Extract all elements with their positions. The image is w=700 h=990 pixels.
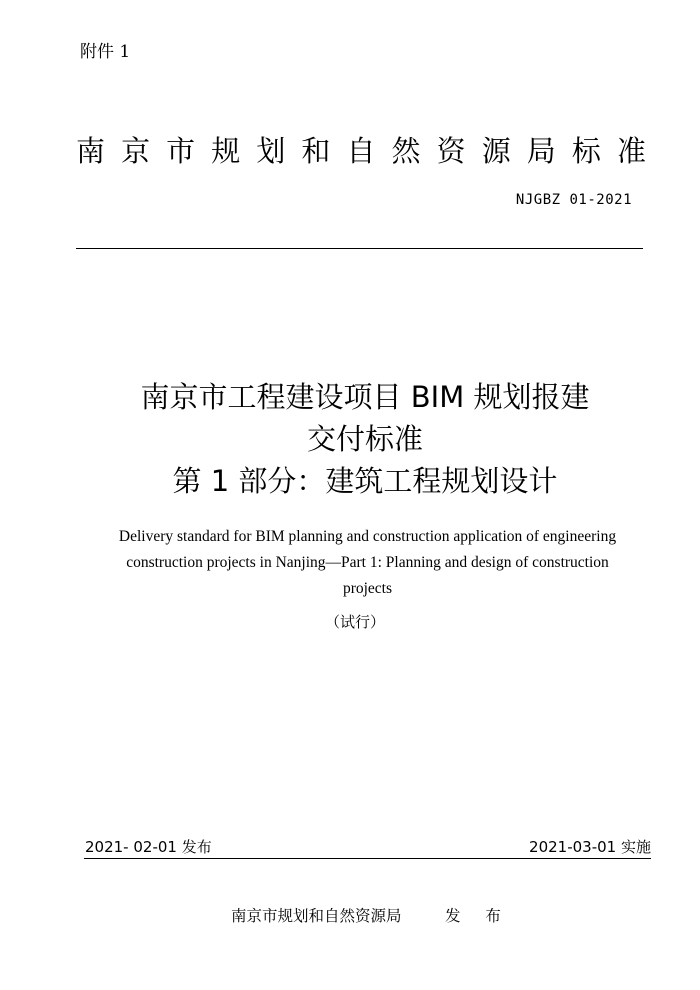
implementation-date: 2021-03-01 实施 — [529, 838, 651, 856]
publish-label: 发 布 — [445, 907, 511, 925]
issue-date: 2021- 02-01 发布 — [85, 838, 212, 856]
heading-char: 南 — [76, 134, 106, 168]
heading-char: 源 — [481, 134, 511, 168]
title-line-2: 交付标准 — [306, 422, 423, 456]
heading-char: 标 — [571, 134, 601, 168]
heading-char: 京 — [121, 134, 151, 168]
document-title — [60, 376, 670, 502]
heading-char: 市 — [166, 134, 196, 168]
standard-number: NJGBZ 01-2021 — [515, 192, 632, 208]
english-title — [90, 524, 645, 602]
publisher-name: 南京市规划和自然资源局 — [231, 907, 402, 925]
heading-char: 然 — [391, 134, 421, 168]
english-title-line-1: Delivery standard for BIM planning and construction application of engineering — [118, 528, 617, 545]
bottom-divider — [84, 858, 651, 859]
heading-char: 准 — [616, 134, 646, 168]
top-divider — [76, 248, 643, 249]
issuer-standard-heading — [76, 131, 646, 171]
heading-char: 资 — [436, 134, 466, 168]
heading-char: 自 — [346, 134, 376, 168]
english-title-line-2: construction projects in Nanjing—Part 1: Planning and design of construction — [126, 554, 609, 571]
heading-char: 划 — [256, 134, 286, 168]
trial-status: （试行） — [324, 613, 385, 631]
title-line-1: 南京市工程建设项目 BIM 规划报建 — [140, 380, 590, 414]
english-title-line-3: projects — [342, 580, 393, 597]
title-line-3: 第 1 部分：建筑工程规划设计 — [172, 464, 558, 498]
attachment-label: 附件 1 — [80, 42, 131, 62]
heading-char: 和 — [301, 134, 331, 168]
heading-char: 规 — [211, 134, 241, 168]
heading-char: 局 — [526, 134, 556, 168]
